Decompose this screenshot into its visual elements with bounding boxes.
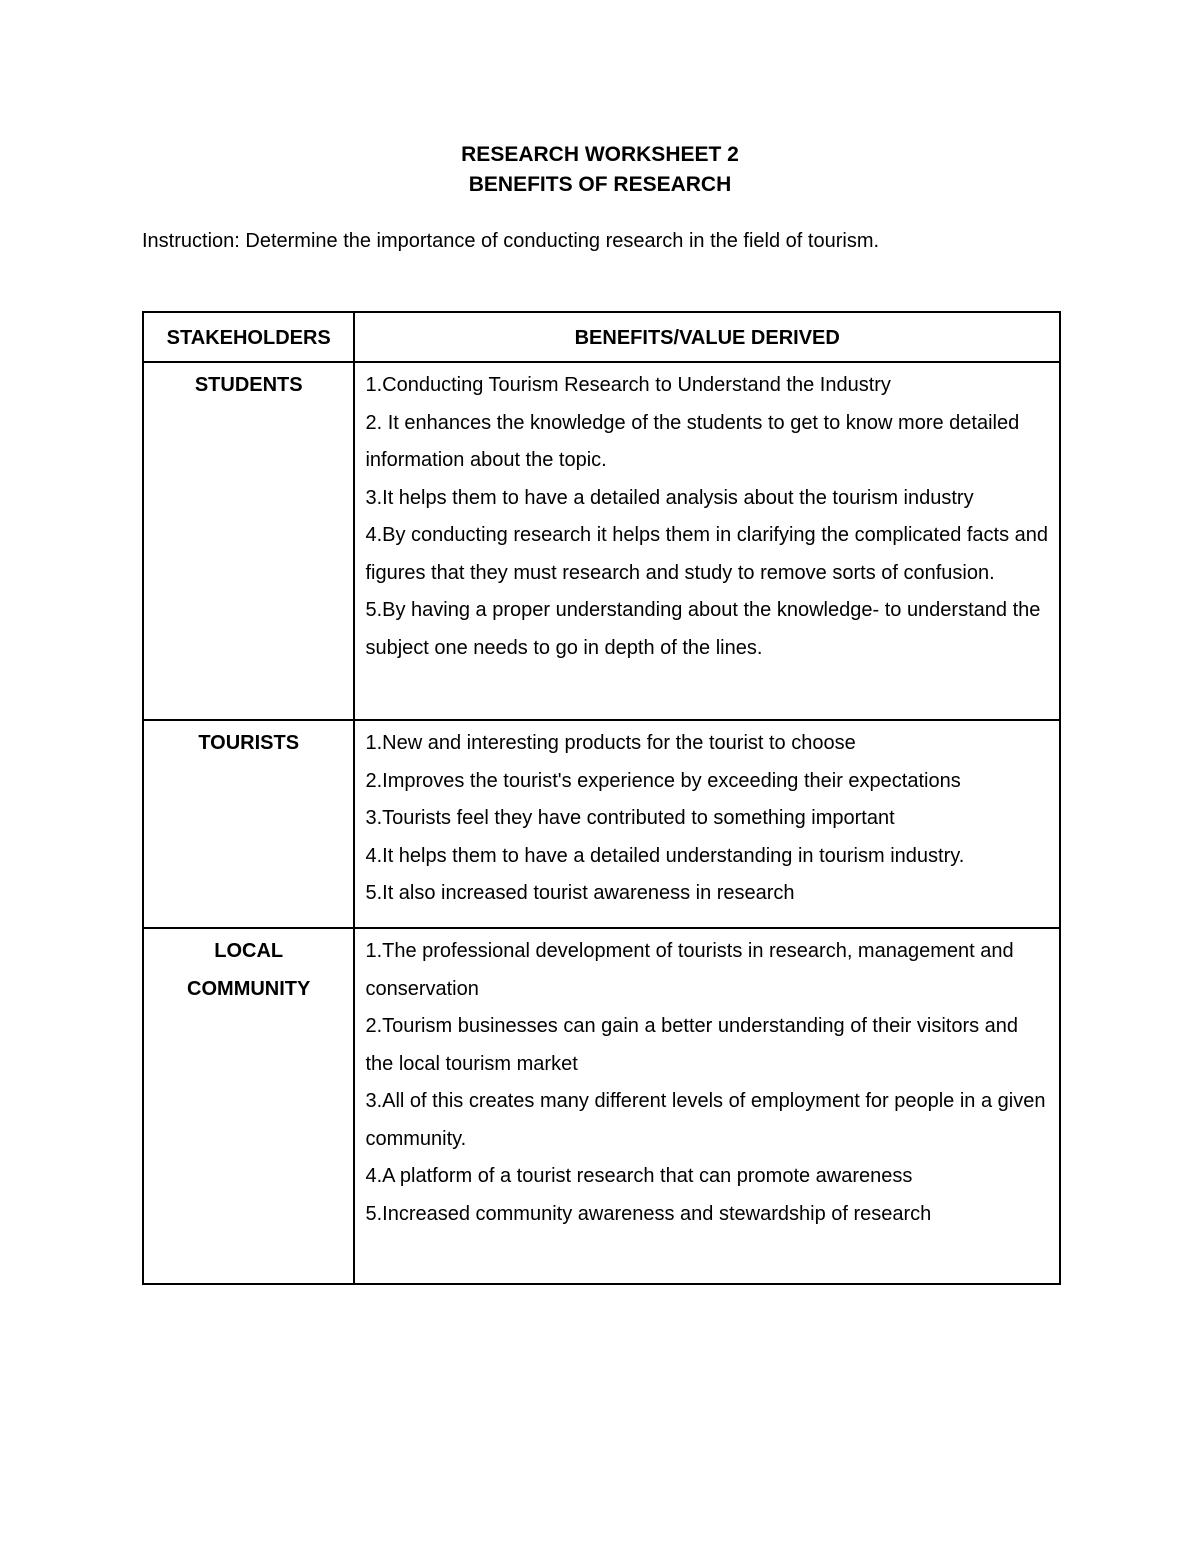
benefit-item: 3.All of this creates many different levels of employment for people in a given community. <box>365 1090 1046 1150</box>
benefit-item: 4.By conducting research it helps them in clarifying the complicated facts and figures that they must research and study to remove sorts of confusion. <box>365 524 1049 584</box>
stakeholder-cell <box>143 928 354 1284</box>
stakeholder-label: STUDENTS <box>194 374 303 396</box>
benefit-item: 1.Conducting Tourism Research to Understand the Industry <box>365 374 891 396</box>
table-row <box>143 720 1060 928</box>
benefit-item: 2.Improves the tourist's experience by exceeding their expectations <box>365 769 961 792</box>
benefit-item: 4.It helps them to have a detailed understanding in tourism industry. <box>365 844 965 867</box>
benefits-cell <box>354 362 1060 720</box>
benefit-item: 2. It enhances the knowledge of the students to get to know more detailed information about the topic. <box>365 411 1020 471</box>
table-row <box>143 362 1060 720</box>
table-header-row <box>143 312 1060 362</box>
stakeholder-label: LOCAL COMMUNITY <box>187 940 311 1000</box>
benefits-cell <box>354 720 1060 928</box>
benefit-item: 3.Tourists feel they have contributed to something important <box>365 807 895 829</box>
table-row <box>143 928 1060 1284</box>
benefit-item: 3.It helps them to have a detailed analysis about the tourism industry <box>365 486 974 509</box>
instruction-text: Instruction: Determine the importance of conducting research in the field of tourism. <box>142 230 880 252</box>
benefits-cell <box>354 928 1060 1284</box>
stakeholder-cell <box>143 720 354 928</box>
benefit-item: 1.The professional development of tourists in research, management and conservation <box>365 940 1014 1000</box>
benefits-table <box>142 311 1061 1285</box>
stakeholder-label: TOURISTS <box>198 732 300 754</box>
header-benefits: BENEFITS/VALUE DERIVED <box>354 312 1060 362</box>
header-stakeholders: STAKEHOLDERS <box>143 312 354 362</box>
benefit-item: 5.Increased community awareness and stewardship of research <box>365 1202 932 1225</box>
benefit-item: 1.New and interesting products for the tourist to choose <box>365 732 856 754</box>
benefit-item: 5.It also increased tourist awareness in research <box>365 882 795 904</box>
document-header <box>0 140 1200 200</box>
benefit-item: 4.A platform of a tourist research that can promote awareness <box>365 1165 913 1187</box>
document-subtitle: BENEFITS OF RESEARCH <box>468 173 732 196</box>
benefit-item: 5.By having a proper understanding about the knowledge- to understand the subject one needs to go in depth of the lines. <box>365 599 1041 659</box>
benefit-item: 2.Tourism businesses can gain a better understanding of their visitors and the local tourism market <box>365 1015 1019 1075</box>
stakeholder-cell <box>143 362 354 720</box>
document-title: RESEARCH WORKSHEET 2 <box>461 143 739 166</box>
